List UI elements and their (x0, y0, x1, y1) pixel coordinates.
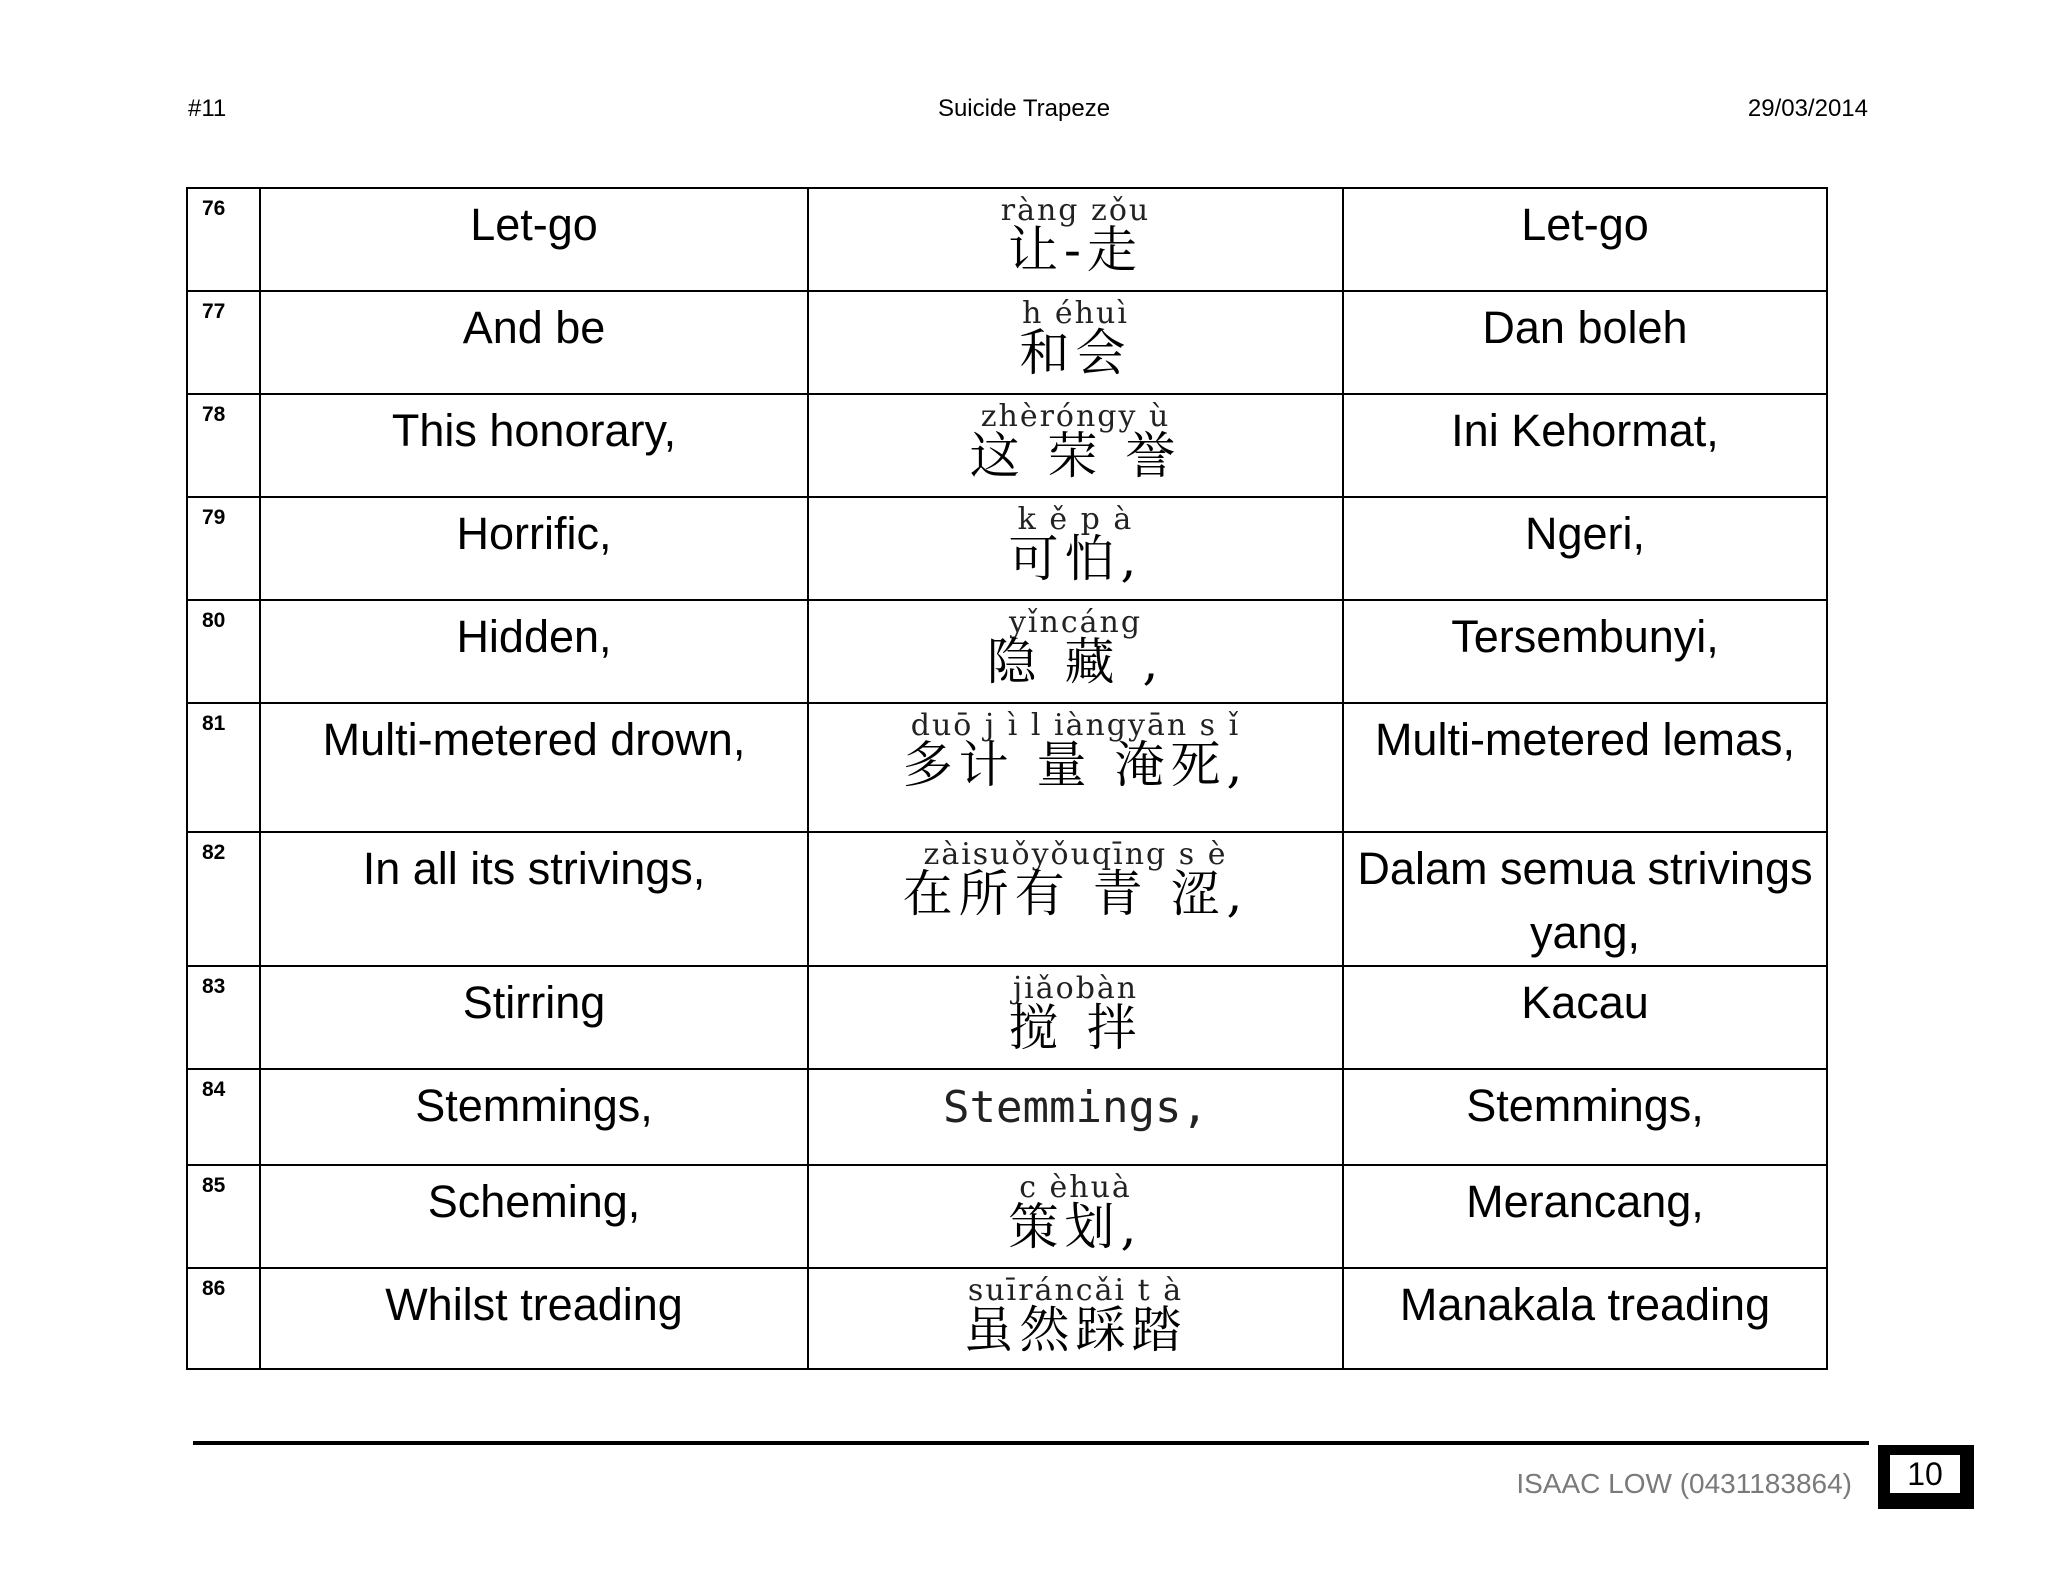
table-row (187, 966, 1827, 1069)
english-line: Scheming, (260, 1165, 808, 1268)
chinese-line (808, 1165, 1343, 1268)
chinese-line (808, 497, 1343, 600)
line-number: 80 (187, 600, 260, 703)
line-number: 82 (187, 832, 260, 966)
line-number: 84 (187, 1069, 260, 1165)
table-row (187, 832, 1827, 966)
pinyin-text: yǐncáng (1008, 605, 1143, 640)
hanzi-text: 搅 拌 (1008, 999, 1143, 1057)
malay-line: Kacau (1343, 966, 1827, 1069)
malay-line: Multi-metered lemas, (1343, 703, 1827, 832)
table-row (187, 291, 1827, 394)
hanzi-text: 隐 藏 , (986, 633, 1165, 691)
pinyin-text: jiǎobàn (1012, 971, 1139, 1006)
chinese-line (808, 291, 1343, 394)
chinese-line (808, 600, 1343, 703)
chinese-line (808, 832, 1343, 966)
line-number: 76 (187, 188, 260, 291)
english-line: Whilst treading (260, 1268, 808, 1369)
malay-line: Ngeri, (1343, 497, 1827, 600)
chinese-line (808, 1268, 1343, 1369)
english-line: Horrific, (260, 497, 808, 600)
pinyin-text: suīráncǎi t à (967, 1273, 1184, 1308)
hanzi-text: 策划, (1008, 1198, 1143, 1256)
hanzi-text: 多计 量 淹死, (902, 736, 1249, 794)
hanzi-text: 这 荣 誉 (969, 427, 1182, 485)
malay-line: Stemmings, (1343, 1069, 1827, 1165)
line-number: 85 (187, 1165, 260, 1268)
chinese-plain-text: Stemmings, (943, 1082, 1208, 1133)
malay-line: Ini Kehormat, (1343, 394, 1827, 497)
malay-line: Let-go (1343, 188, 1827, 291)
table-row (187, 188, 1827, 291)
line-number: 86 (187, 1268, 260, 1369)
hanzi-text: 在所有 青 涩, (902, 865, 1249, 923)
english-line: This honorary, (260, 394, 808, 497)
pinyin-text: duō j ì l iàngyān s ǐ (910, 708, 1241, 743)
hanzi-text: 让-走 (1008, 221, 1143, 279)
chinese-line (808, 703, 1343, 832)
chinese-line (808, 188, 1343, 291)
english-line: Stemmings, (260, 1069, 808, 1165)
footer-divider (193, 1441, 1869, 1445)
chinese-line (808, 1069, 1343, 1165)
malay-line: Merancang, (1343, 1165, 1827, 1268)
table-row (187, 1069, 1827, 1165)
table-row (187, 394, 1827, 497)
table-row (187, 497, 1827, 600)
chinese-line (808, 966, 1343, 1069)
english-line: In all its strivings, (260, 832, 808, 966)
pinyin-text: zàisuǒyǒuqīng s è (923, 837, 1228, 872)
malay-line: Manakala treading (1343, 1268, 1827, 1369)
english-line: Hidden, (260, 600, 808, 703)
table-row (187, 703, 1827, 832)
hanzi-text: 和会 (1019, 324, 1132, 382)
pinyin-text: c èhuà (1019, 1170, 1132, 1205)
malay-line: Tersembunyi, (1343, 600, 1827, 703)
hanzi-text: 虽然踩踏 (963, 1301, 1188, 1359)
line-number: 77 (187, 291, 260, 394)
line-number: 79 (187, 497, 260, 600)
line-number: 83 (187, 966, 260, 1069)
malay-line: Dan boleh (1343, 291, 1827, 394)
header-poem-number: #11 (188, 95, 227, 122)
page-number: 10 (1890, 1455, 1960, 1493)
pinyin-text: h éhuì (1022, 296, 1129, 331)
pinyin-text: zhèróngy ù (980, 399, 1171, 434)
english-line: Multi-metered drown, (260, 703, 808, 832)
footer-author: ISAAC LOW (0431183864) (1516, 1468, 1852, 1499)
poem-translation-table (186, 187, 1828, 1370)
header-poem-title: Suicide Trapeze (937, 95, 1111, 122)
table-row (187, 1268, 1827, 1369)
hanzi-text: 可怕, (1008, 530, 1143, 588)
english-line: And be (260, 291, 808, 394)
table-row (187, 1165, 1827, 1268)
english-line: Let-go (260, 188, 808, 291)
line-number: 81 (187, 703, 260, 832)
line-number: 78 (187, 394, 260, 497)
table-row (187, 600, 1827, 703)
malay-line: Dalam semua strivings yang, (1343, 832, 1827, 966)
header-date: 29/03/2014 (1747, 95, 1868, 122)
pinyin-text: k ě p à (1017, 502, 1134, 537)
pinyin-text: ràng zǒu (1000, 193, 1151, 228)
chinese-line (808, 394, 1343, 497)
english-line: Stirring (260, 966, 808, 1069)
